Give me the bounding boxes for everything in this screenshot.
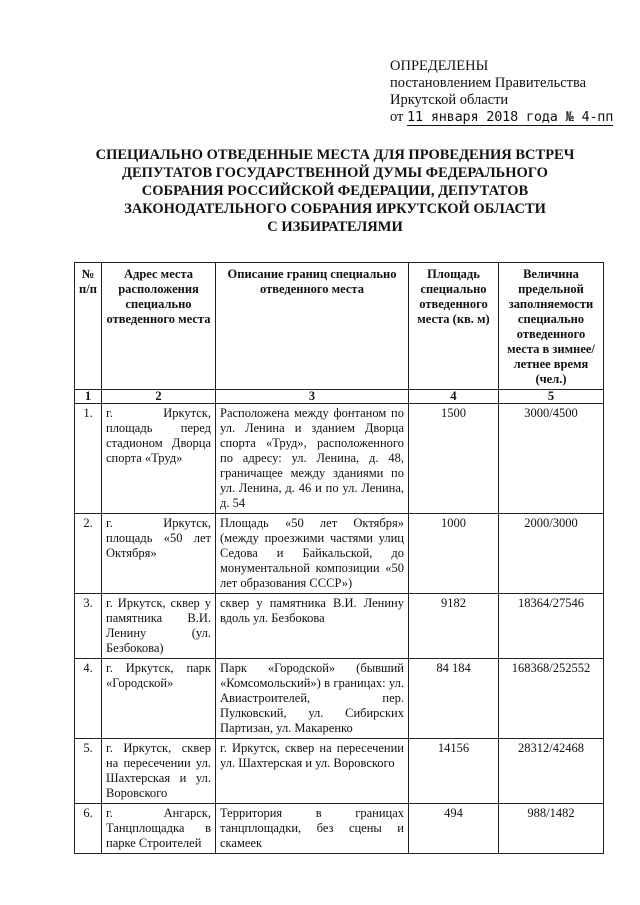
header-address: Адрес места расположения специально отведенного места [102, 263, 216, 390]
row-area: 1000 [409, 514, 499, 594]
document-title [70, 146, 600, 236]
row-area: 1500 [409, 404, 499, 514]
column-number: 3 [216, 390, 409, 404]
approval-date-value: 11 января 2018 года № 4-пп [407, 109, 614, 125]
table-row [75, 739, 604, 804]
column-number: 4 [409, 390, 499, 404]
row-area: 84 184 [409, 659, 499, 739]
column-number: 5 [499, 390, 604, 404]
row-description: Расположена между фонтаном по ул. Ленина и зданием Дворца спорта «Труд», расположенного по адресу: ул. Ленина, д. 48, граничащее между зданиями по ул. Ленина, д. 46 и по ул. Ленина, д. 54 [216, 404, 409, 514]
approval-block [390, 58, 613, 126]
row-area: 494 [409, 804, 499, 854]
row-address: г. Иркутск, сквер на пересечении ул. Шахтерская и ул. Воровского [102, 739, 216, 804]
column-number-row [75, 390, 604, 404]
places-table [74, 262, 604, 854]
row-capacity: 18364/27546 [499, 594, 604, 659]
row-address: г. Ангарск, Танцплощадка в парке Строителей [102, 804, 216, 854]
row-capacity: 988/1482 [499, 804, 604, 854]
approval-date-row [390, 109, 613, 126]
row-address: г. Иркутск, сквер у памятника В.И. Ленину (ул. Безбокова) [102, 594, 216, 659]
approval-date-prefix: от [390, 109, 404, 125]
title-line: ДЕПУТАТОВ ГОСУДАРСТВЕННОЙ ДУМЫ ФЕДЕРАЛЬНОГО [122, 165, 548, 181]
row-description: г. Иркутск, сквер на пересечении ул. Шахтерская и ул. Воровского [216, 739, 409, 804]
row-number: 1. [75, 404, 102, 514]
approval-region: Иркутской области [390, 92, 509, 108]
row-capacity: 168368/252552 [499, 659, 604, 739]
table-row [75, 804, 604, 854]
title-line: ЗАКОНОДАТЕЛЬНОГО СОБРАНИЯ ИРКУТСКОЙ ОБЛАСТИ [124, 201, 546, 217]
table-row [75, 514, 604, 594]
column-number: 2 [102, 390, 216, 404]
row-capacity: 3000/4500 [499, 404, 604, 514]
row-description: Площадь «50 лет Октября» (между проезжими частями улиц Седова и Байкальской, до монументальной композиции «50 лет образования СССР») [216, 514, 409, 594]
table-header-row [75, 263, 604, 390]
approval-heading: ОПРЕДЕЛЕНЫ [390, 58, 489, 74]
row-address: г. Иркутск, площадь «50 лет Октября» [102, 514, 216, 594]
column-number: 1 [75, 390, 102, 404]
row-number: 6. [75, 804, 102, 854]
header-num: № п/п [75, 263, 102, 390]
row-capacity: 2000/3000 [499, 514, 604, 594]
table-row [75, 594, 604, 659]
row-description: сквер у памятника В.И. Ленину вдоль ул. Безбокова [216, 594, 409, 659]
approval-issuer: постановлением Правительства [390, 75, 587, 91]
header-area: Площадь специально отведенного места (кв. м) [409, 263, 499, 390]
row-number: 4. [75, 659, 102, 739]
row-number: 2. [75, 514, 102, 594]
header-description: Описание границ специально отведенного места [216, 263, 409, 390]
row-description: Территория в границах танцплощадки, без сцены и скамеек [216, 804, 409, 854]
table-row [75, 659, 604, 739]
title-line: С ИЗБИРАТЕЛЯМИ [267, 219, 403, 235]
row-area: 14156 [409, 739, 499, 804]
row-description: Парк «Городской» (бывший «Комсомольский») в границах: ул. Авиастроителей, пер. Пулковский, ул. Сибирских Партизан, ул. Макаренко [216, 659, 409, 739]
table-row [75, 404, 604, 514]
row-area: 9182 [409, 594, 499, 659]
row-address: г. Иркутск, парк «Городской» [102, 659, 216, 739]
row-address: г. Иркутск, площадь перед стадионом Дворца спорта «Труд» [102, 404, 216, 514]
title-line: СПЕЦИАЛЬНО ОТВЕДЕННЫЕ МЕСТА ДЛЯ ПРОВЕДЕНИЯ ВСТРЕЧ [95, 147, 575, 163]
row-number: 3. [75, 594, 102, 659]
row-capacity: 28312/42468 [499, 739, 604, 804]
row-number: 5. [75, 739, 102, 804]
title-line: СОБРАНИЯ РОССИЙСКОЙ ФЕДЕРАЦИИ, ДЕПУТАТОВ [141, 183, 529, 199]
header-capacity: Величина предельной заполняемости специально отведенного места в зимнее/летнее время (чел.) [499, 263, 604, 390]
